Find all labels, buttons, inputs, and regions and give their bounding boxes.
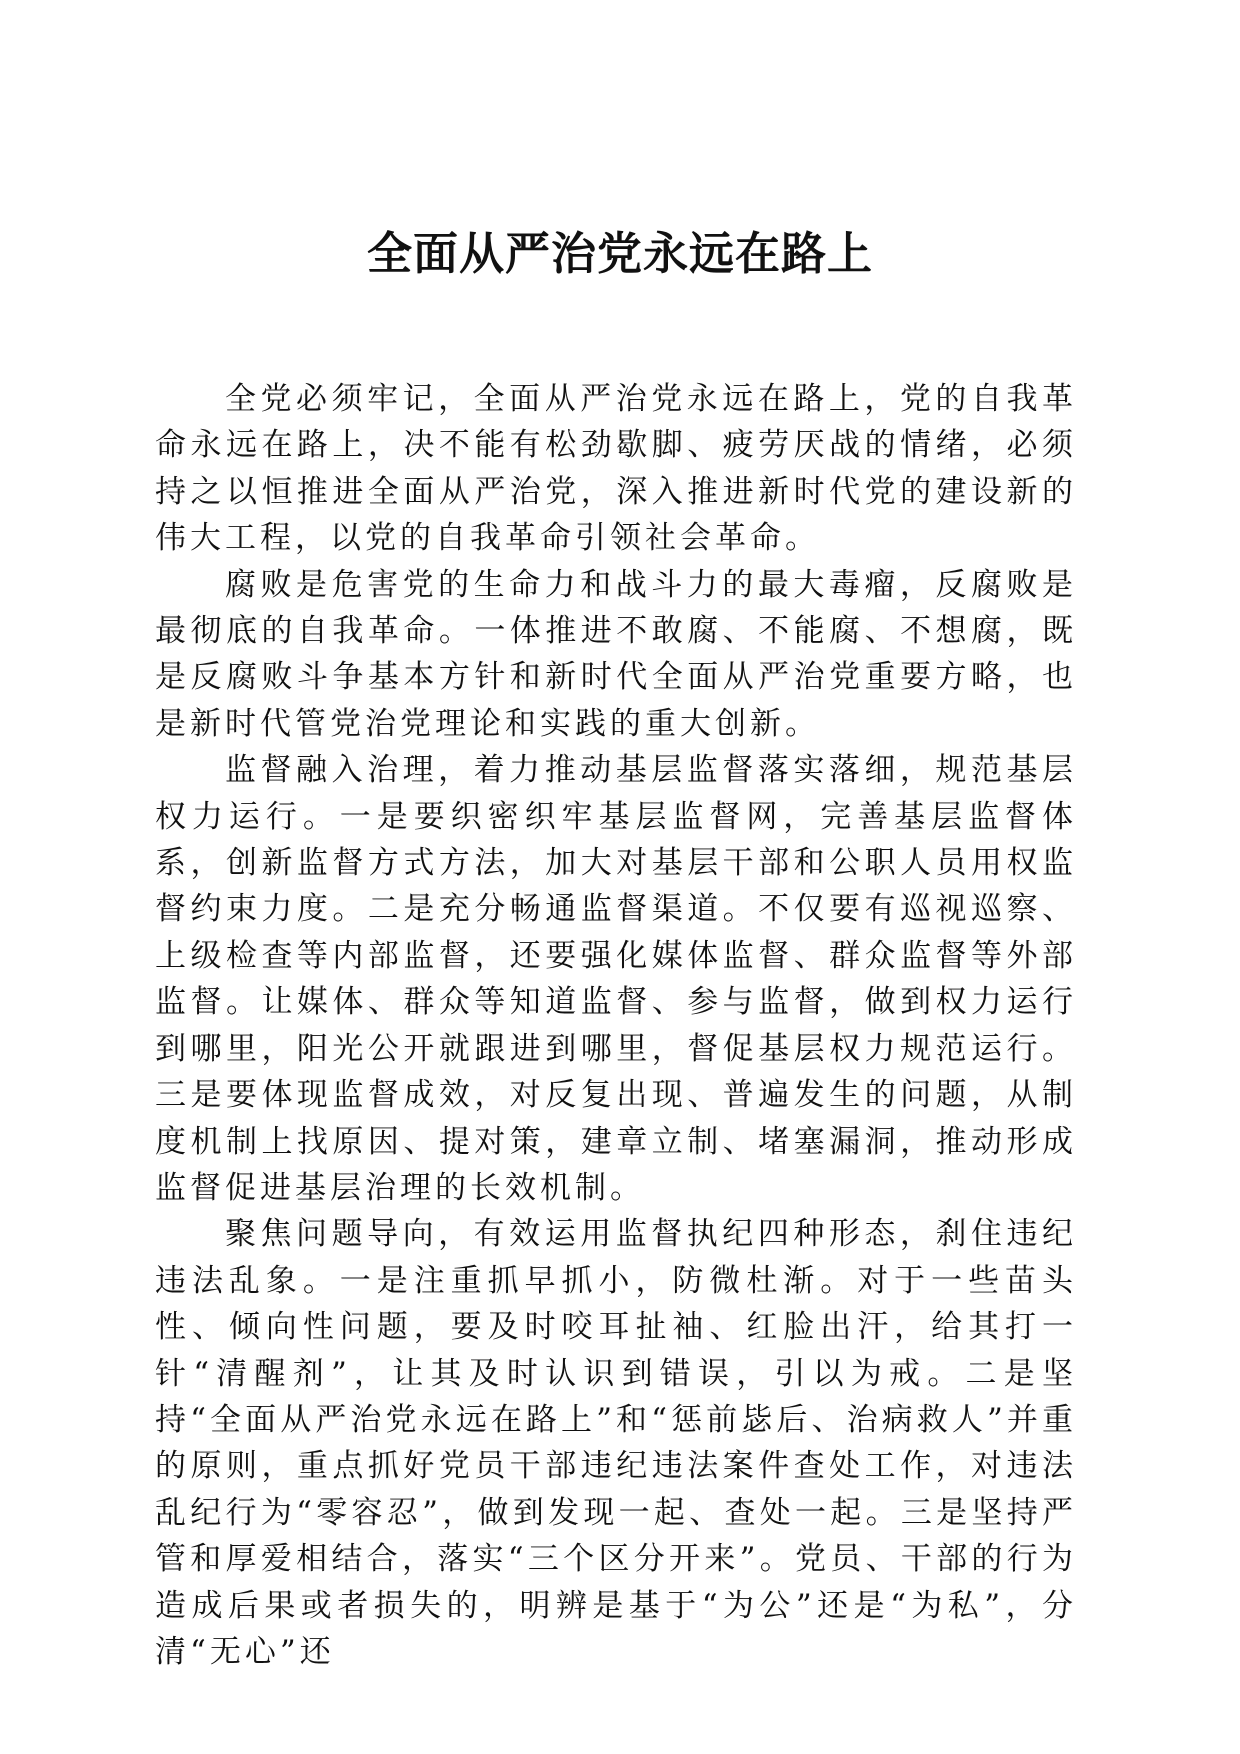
paragraph-2: 腐败是危害党的生命力和战斗力的最大毒瘤，反腐败是最彻底的自我革命。一体推进不敢腐、不能腐、不想腐，既是反腐败斗争基本方针和新时代全面从严治党重要方略，也是新时代管党治党理论和实践的重大创新。 bbox=[155, 566, 1077, 742]
document-title: 全面从严治党永远在路上 bbox=[366, 227, 873, 280]
paragraph-3: 监督融入治理，着力推动基层监督落实落细，规范基层权力运行。一是要织密织牢基层监督网，完善基层监督体系，创新监督方式方法，加大对基层干部和公职人员用权监督约束力度。二是充分畅通监督渠道。不仅要有巡视巡察、上级检查等内部监督，还要强化媒体监督、群众监督等外部监督。让媒体、群众等知道监督、参与监督，做到权力运行到哪里，阳光公开就跟进到哪里，督促基层权力规范运行。三是要体现监督成效，对反复出现、普遍发生的问题，从制度机制上找原因、提对策，建章立制、堵塞漏洞，推动形成监督促进基层治理的长效机制。 bbox=[155, 752, 1077, 1206]
document-body bbox=[155, 376, 1077, 1675]
paragraph-4: 聚焦问题导向，有效运用监督执纪四种形态，刹住违纪违法乱象。一是注重抓早抓小，防微杜渐。对于一些苗头性、倾向性问题，要及时咬耳扯袖、红脸出汗，给其打一针“清醒剂”，让其及时认识到错误，引以为戒。二是坚持“全面从严治党永远在路上”和“惩前毖后、治病救人”并重的原则，重点抓好党员干部违纪违法案件查处工作，对违法乱纪行为“零容忍”，做到发现一起、查处一起。三是坚持严管和厚爱相结合，落实“三个区分开来”。党员、干部的行为造成后果或者损失的，明辨是基于“为公”还是“为私”，分清“无心”还 bbox=[155, 1216, 1077, 1670]
paragraph-1: 全党必须牢记，全面从严治党永远在路上，党的自我革命永远在路上，决不能有松劲歇脚、疲劳厌战的情绪，必须持之以恒推进全面从严治党，深入推进新时代党的建设新的伟大工程，以党的自我革命引领社会革命。 bbox=[155, 381, 1077, 557]
